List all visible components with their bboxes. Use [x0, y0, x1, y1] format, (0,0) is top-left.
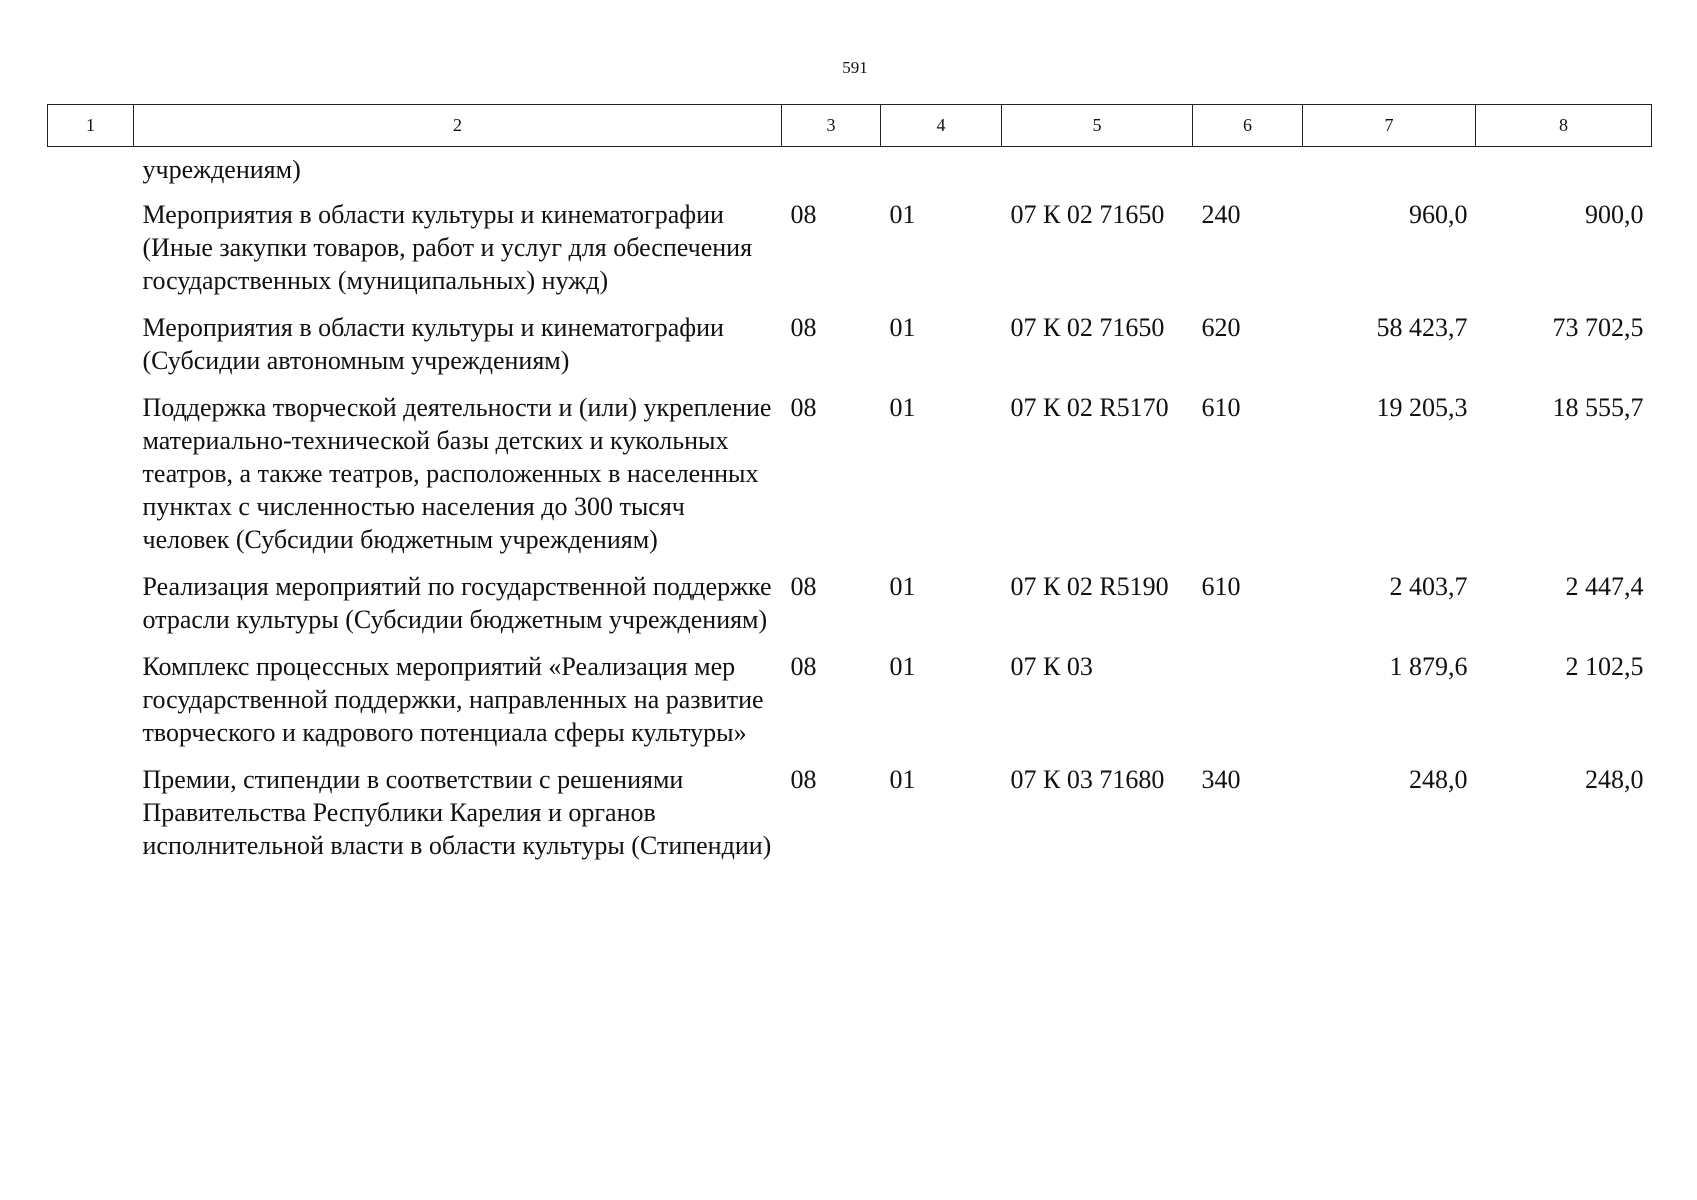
row-section: 08 — [790, 765, 817, 794]
row-subsection: 01 — [889, 200, 916, 229]
table-row — [48, 570, 1652, 650]
row-type: 610 — [1201, 572, 1241, 601]
row-type: 610 — [1201, 393, 1241, 422]
row-name: Мероприятия в области культуры и кинематографии (Субсидии автономным учреждениям) — [142, 313, 724, 375]
row-name: Реализация мероприятий по государственной поддержке отрасли культуры (Субсидии бюджетным учреждениям) — [142, 572, 772, 634]
continuation-text: учреждениям) — [142, 155, 301, 184]
row-name: Мероприятия в области культуры и кинематографии (Иные закупки товаров, работ и услуг для обеспечения государственных (муниципальных) нужд) — [142, 200, 753, 295]
row-section: 08 — [790, 200, 817, 229]
row-value-2: 2 447,4 — [1565, 572, 1644, 601]
page-number: 591 — [842, 58, 868, 77]
column-header-1: 1 — [48, 105, 134, 147]
column-header-8: 8 — [1476, 105, 1652, 147]
row-value-2: 900,0 — [1585, 200, 1644, 229]
column-header-3: 3 — [782, 105, 881, 147]
row-value-1: 248,0 — [1409, 765, 1468, 794]
row-name: Поддержка творческой деятельности и (или) укрепление материально-технической базы детских и кукольных театров, а также театров, расположенных в населенных пунктах с численностью населения до 300 тысяч человек (Субсидии бюджетным учреждениям) — [142, 393, 772, 554]
budget-table — [47, 104, 1652, 876]
table-row — [48, 198, 1652, 311]
column-header-5: 5 — [1002, 105, 1193, 147]
row-target: 07 К 02 R5190 — [1010, 572, 1169, 601]
row-section: 08 — [790, 572, 817, 601]
column-header-4: 4 — [881, 105, 1002, 147]
row-value-2: 73 702,5 — [1552, 313, 1644, 342]
row-type: 340 — [1201, 765, 1241, 794]
row-section: 08 — [790, 652, 817, 681]
table-row — [48, 650, 1652, 763]
row-value-1: 58 423,7 — [1376, 313, 1468, 342]
continuation-row — [48, 147, 1652, 199]
row-value-1: 19 205,3 — [1376, 393, 1468, 422]
row-subsection: 01 — [889, 765, 916, 794]
row-target: 07 К 03 — [1010, 652, 1093, 681]
column-header-7: 7 — [1303, 105, 1476, 147]
row-value-1: 960,0 — [1409, 200, 1468, 229]
column-number-header — [48, 105, 1652, 147]
table-row — [48, 763, 1652, 876]
row-subsection: 01 — [889, 393, 916, 422]
row-value-2: 248,0 — [1585, 765, 1644, 794]
column-header-6: 6 — [1193, 105, 1303, 147]
row-section: 08 — [790, 393, 817, 422]
row-value-2: 2 102,5 — [1565, 652, 1644, 681]
row-target: 07 К 02 71650 — [1010, 200, 1165, 229]
table-row — [48, 311, 1652, 391]
row-value-2: 18 555,7 — [1552, 393, 1644, 422]
row-name: Комплекс процессных мероприятий «Реализация мер государственной поддержки, направленных на развитие творческого и кадрового потенциала сферы культуры» — [142, 652, 764, 747]
row-subsection: 01 — [889, 652, 916, 681]
row-target: 07 К 03 71680 — [1010, 765, 1165, 794]
row-subsection: 01 — [889, 313, 916, 342]
row-type: 620 — [1201, 313, 1241, 342]
column-header-2: 2 — [134, 105, 782, 147]
row-type: 240 — [1201, 200, 1241, 229]
row-value-1: 2 403,7 — [1389, 572, 1468, 601]
table-row — [48, 391, 1652, 570]
row-value-1: 1 879,6 — [1389, 652, 1468, 681]
row-name: Премии, стипендии в соответствии с решениями Правительства Республики Карелия и органов исполнительной власти в области культуры (Стипендии) — [142, 765, 772, 860]
row-target: 07 К 02 R5170 — [1010, 393, 1169, 422]
row-section: 08 — [790, 313, 817, 342]
row-subsection: 01 — [889, 572, 916, 601]
row-type — [1193, 650, 1303, 763]
row-target: 07 К 02 71650 — [1010, 313, 1165, 342]
